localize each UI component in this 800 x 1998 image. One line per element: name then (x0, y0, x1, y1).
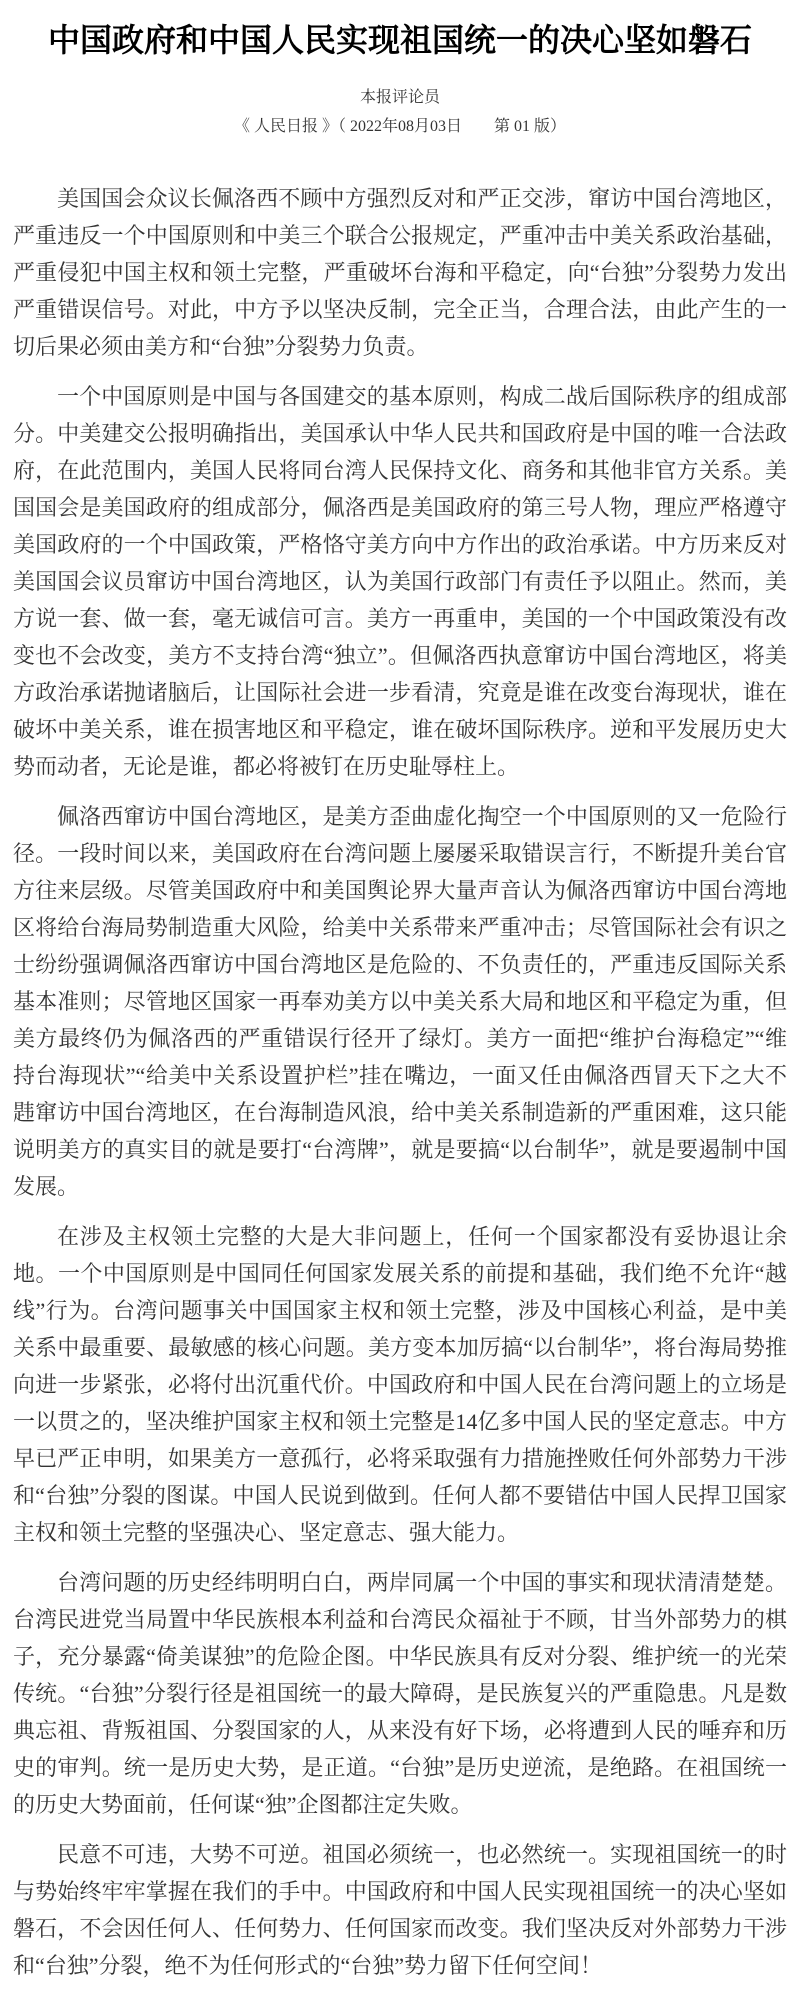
paragraph: 台湾问题的历史经纬明明白白，两岸同属一个中国的事实和现状清清楚楚。台湾民进党当局置中华民族根本利益和台湾民众福祉于不顾，甘当外部势力的棋子，充分暴露“倚美谋独”的危险企图。中华民族具有反对分裂、维护统一的光荣传统。“台独”分裂行径是祖国统一的最大障碍，是民族复兴的严重隐患。凡是数典忘祖、背叛祖国、分裂国家的人，从来没有好下场，必将遭到人民的唾弃和历史的审判。统一是历史大势，是正道。“台独”是历史逆流，是绝路。在祖国统一的历史大势面前，任何谋“独”企图都注定失败。 (13, 1570, 787, 1817)
paragraph: 佩洛西窜访中国台湾地区，是美方歪曲虚化掏空一个中国原则的又一危险行径。一段时间以来，美国政府在台湾问题上屡屡采取错误言行，不断提升美台官方往来层级。尽管美国政府中和美国舆论界大量声音认为佩洛西窜访中国台湾地区将给台海局势制造重大风险，给美中关系带来严重冲击；尽管国际社会有识之士纷纷强调佩洛西窜访中国台湾地区是危险的、不负责任的，严重违反国际关系基本准则；尽管地区国家一再奉劝美方以中美关系大局和地区和平稳定为重，但美方最终仍为佩洛西的严重错误行径开了绿灯。美方一面把“维护台海稳定”“维持台海现状”“给美中关系设置护栏”挂在嘴边，一面又任由佩洛西冒天下之大不韪窜访中国台湾地区，在台海制造风浪，给中美关系制造新的严重困难，这只能说明美方的真实目的就是要打“台湾牌”，就是要搞“以台制华”，就是要遏制中国发展。 (13, 804, 787, 1199)
article-title: 中国政府和中国人民实现祖国统一的决心坚如磐石 (47, 22, 752, 58)
paragraph: 民意不可违，大势不可逆。祖国必须统一，也必然统一。实现祖国统一的时与势始终牢牢掌握在我们的手中。中国政府和中国人民实现祖国统一的决心坚如磐石，不会因任何人、任何势力、任何国家而改变。我们坚决反对外部势力干涉和“台独”分裂，绝不为任何形式的“台独”势力留下任何空间！ (13, 1842, 787, 1978)
article-byline: 本报评论员 (359, 89, 440, 106)
article-source-line: 《 人民日报 》（ 2022年08月03日 第 01 版） (233, 118, 566, 135)
article-body (13, 180, 787, 1984)
paragraph: 在涉及主权领土完整的大是大非问题上，任何一个国家都没有妥协退让余地。一个中国原则是中国同任何国家发展关系的前提和基础，我们绝不允许“越线”行为。台湾问题事关中国国家主权和领土完整，涉及中国核心利益，是中美关系中最重要、最敏感的核心问题。美方变本加厉搞“以台制华”，将台海局势推向进一步紧张，必将付出沉重代价。中国政府和中国人民在台湾问题上的立场是一以贯之的，坚决维护国家主权和领土完整是14亿多中国人民的坚定意志。中方早已严正申明，如果美方一意孤行，必将采取强有力措施挫败任何外部势力干涉和“台独”分裂的图谋。中国人民说到做到。任何人都不要错估中国人民捍卫国家主权和领土完整的坚强决心、坚定意志、强大能力。 (13, 1224, 787, 1545)
paragraph: 一个中国原则是中国与各国建交的基本原则，构成二战后国际秩序的组成部分。中美建交公报明确指出，美国承认中华人民共和国政府是中国的唯一合法政府，在此范围内，美国人民将同台湾人民保持文化、商务和其他非官方关系。美国国会是美国政府的组成部分，佩洛西是美国政府的第三号人物，理应严格遵守美国政府的一个中国政策，严格恪守美方向中方作出的政治承诺。中方历来反对美国国会议员窜访中国台湾地区，认为美国行政部门有责任予以阻止。然而，美方说一套、做一套，毫无诚信可言。美方一再重申，美国的一个中国政策没有改变也不会改变，美方不支持台湾“独立”。但佩洛西执意窜访中国台湾地区，将美方政治承诺抛诸脑后，让国际社会进一步看清，究竟是谁在改变台海现状，谁在破坏中美关系，谁在损害地区和平稳定，谁在破坏国际秩序。逆和平发展历史大势而动者，无论是谁，都必将被钉在历史耻辱柱上。 (13, 384, 787, 779)
paragraph: 美国国会众议长佩洛西不顾中方强烈反对和严正交涉，窜访中国台湾地区，严重违反一个中国原则和中美三个联合公报规定，严重冲击中美关系政治基础，严重侵犯中国主权和领土完整，严重破坏台海和平稳定，向“台独”分裂势力发出严重错误信号。对此，中方予以坚决反制，完全正当，合理合法，由此产生的一切后果必须由美方和“台独”分裂势力负责。 (13, 186, 787, 359)
